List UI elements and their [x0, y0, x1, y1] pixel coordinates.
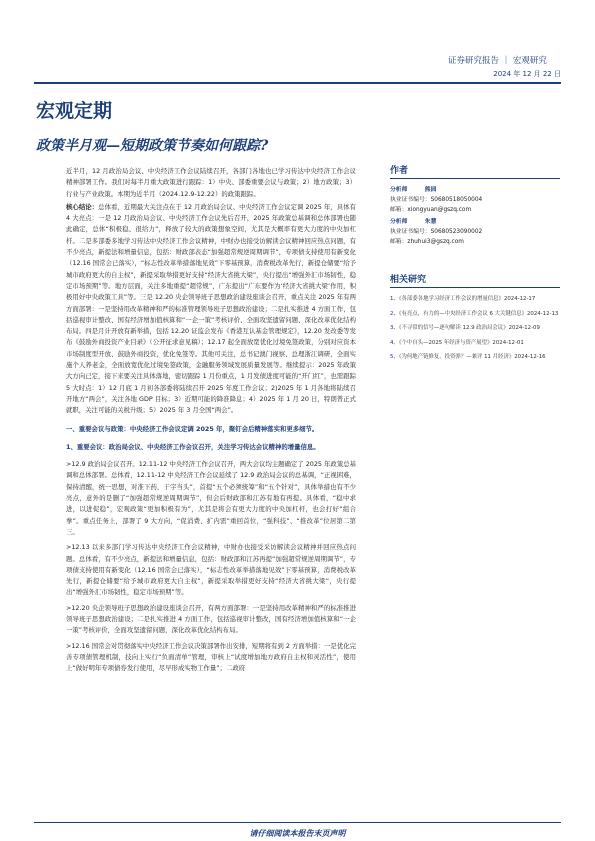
- related-research-panel: [390, 272, 560, 367]
- core-conclusion-text: 总体看，近期最大关注点在于 12 月政治局会议、中央经济工作会议定调 2025 年，具体有 4 大亮点：一是 12 月政治局会议、中央经济工作会议先后召开，2025 年政策总基调和总体部署也随此确定，总体“积极稳、很给力”，释放了较大的政策想象空间，尤其是大概率有更大力度的中央加杠杆。二是多部委多地学习传达中央经济工作会议精神，中财办也接受访解读会议精神回应热点问题，有不少亮点，新提法和增量信息，包括：财政部表态“加强超常规逆周期调节”，专项债支持使用有新变化（12.16 国常会已落实），“标志性改革举措落地见效”下零基预算，消费税改革先行，新提仓储要“给予城市政府更大的自主权”，新提采取举措更好支持“经济大省挑大梁”，央行提出“增强外汇市场韧性，稳定市场预期”等。地方层面，关注多地重提“超常规”，广东提出“广东要作为‘经济大省挑大梁’作用，积极用好中央政策工具”等。三是 12.20 央企领导班子思想政治建设座谈会召开，重点关注 2025 年有两方面部署：一是坚持用改革精神和严的标准管理领导班子思想政治建设；二是扎实推进 4 方面工作，包括巡视审计整改、国有经济增加值核算和“一企一策”考核评价、全面攻坚遗留问题、深化改革优化结构布局。四是月计开放有新举措，包括 12.20 证监会发布《香港互认基金管理规定》，12.20 发改委等发布《鼓励外商投资产业目录》（公开征求意见稿）；12.17 起全面放宽优化过境免签政策，分别对应资本市场制度型开放、鼓励外商投资，优化免签等。其他可关注，总书记澳门视察、总理浙江调研，全面实施个人养老金，全面放宽优化过境免签政策，金融服务领域发展质量发展等。继续提示：2025 年政策大方向已定，接下来要关注具体落地，密切跟踪 1 月份重点，1 月发债进度可能的“开门红”，也需跟踪 5 大时点：1）12 月底 1 月初各部委将陆续召开 2025 年度工作会议；2)2025 年 1 月各地将陆续召开地方“两会”，关注各地 GDP 目标；3）近期可能的降准降息；4）2025 年 1 月 20 日，特朗普正式就职，关注可能的关税升级；5）2025 年 3 月全国“两会”。: [66, 202, 356, 415]
- cert-number: S0680518050004: [430, 197, 483, 203]
- related-item[interactable]: [390, 309, 560, 320]
- core-conclusion: [66, 202, 356, 417]
- bullet-paragraph-3: >12.20 央企领导班子思想政治建设座谈会召开，有两方面部署：一是坚持用改革精神和严的标准推进领导班子思想政治建设；二是扎实推进 4 方面工作，包括巡视审计整改，国有经济增加值核算和“一企一策”考核评价，全面攻坚遗留问题，深化改革优化结构布局。: [66, 603, 356, 635]
- related-item[interactable]: [390, 323, 560, 334]
- related-item-title: 《有亮点，有力的—中央经济工作会议 6 大关键信息》2024-12-13: [398, 310, 559, 317]
- bullet-paragraph-1: >12.9 政治局会议召开。12.11-12 中央经济工作会议召开，两大会议均主题确定了 2025 年政策总基调和总体部署。总体看，12.11-12 中央经济工作会议延续了 12.9 政治局会议的总基调，“正视困难，保持清醒，统一思想，对准下药，干字当头”，首提“五个必须统筹”和“五个针对”，具体举措也有不少亮点，意外的是删了“加强超常规逆周期调节”，但会后财政部和江苏有地有再提。具体看，“稳中求进，以进促稳”，宏观政策“更加积极有为”，尤其是将会有更大力度的中央加杠杆，也会打好“组合拳”。重点任务上，部署了 9 大方向，“促消费、扩内需”重回首位，“强科技”、“推改革”位居第二第三。: [66, 460, 356, 536]
- page-title: 宏观定期: [36, 100, 113, 122]
- footer-disclaimer: 请仔细阅读本报告末页声明: [249, 829, 346, 838]
- authors-panel: [390, 163, 560, 247]
- author-card: [390, 185, 560, 215]
- author-email[interactable]: zhuhui3@gszq.com: [407, 239, 464, 245]
- related-item-title: 《不寻常的信号—逐句解读 12.9 政治局会议》2024-12-09: [398, 325, 540, 331]
- page-subtitle: 政策半月观—短期政策节奏如何跟踪?: [36, 138, 269, 154]
- related-item-number: 5、: [390, 354, 399, 360]
- related-item-number: 2、: [390, 310, 399, 317]
- bullet-paragraph-2: >12.13 以来多部门学习传达中央经济工作会议精神，中财办也接受采访解读会议精神并回应热点问题。总体看，有不少亮点，新提法和增量信息，包括：财政部和江苏再提“加强超常规逆周期调节”，专项债支持使用有新变化（12.16 国常会已落实），“标志性改革举措落地见效”下零基预算，消费税改革先行，新提仓储要“给予城市政府更大自主权”，新提采取举措更好支持“经济大省挑大梁”，央行提出“增强外汇市场韧性，稳定市场预期”等。: [66, 543, 356, 597]
- header-divider: [34, 82, 561, 84]
- report-date: 2024 年 12 月 22 日: [493, 70, 561, 78]
- related-item-number: 4、: [390, 339, 399, 346]
- author-name: 熊园: [424, 187, 437, 193]
- report-type: 证券研究报告 ｜ 宏观研究: [448, 56, 547, 66]
- footer-divider: [34, 822, 561, 823]
- related-list: [390, 294, 560, 363]
- intro-paragraph: 近半月，12 月政治局会议、中央经济工作会议陆续召开，各部门各地也已学习传达中央经济工作会议精神部署工作。我们对每半月重大政策进行跟踪：1）中央、部委重要会议与政策；2）地方政策；3）行业与产业政策。本期为近半月（2024.12.9-12.22）的政策跟踪。: [66, 167, 356, 198]
- related-item-title: 《为何地产链修复，投资弹？—兼评 11 月经济》2024-12-16: [398, 354, 546, 360]
- author-email[interactable]: xiongyuan@gszq.com: [407, 207, 472, 213]
- related-item-number: 1、: [390, 296, 399, 302]
- related-item-number: 3、: [390, 325, 399, 331]
- related-item-title: 《各部委各地学习经济工作会议的增量信息》2024-12-17: [398, 296, 536, 302]
- related-item[interactable]: [390, 352, 560, 363]
- author-card: [390, 217, 560, 247]
- subsection-1-heading: 1、重要会议：政治局会议、中央经济工作会议召开，关注学习传达会议精神的增量信息。: [66, 442, 320, 451]
- related-item-title: 《个中自头—2025 年经济与资产展望》2024-12-01: [398, 339, 524, 346]
- core-conclusion-label: 核心结论：: [66, 202, 99, 211]
- section-1-heading: 一、重要会议与政策：中央经济工作会议定调 2025 年，聚钉会后精神落实和更多细节。: [66, 424, 319, 433]
- email-label: 邮箱：: [390, 207, 408, 213]
- cert-number: S0680523090002: [430, 229, 483, 235]
- cert-label: 执业证书编号：: [390, 197, 431, 203]
- email-label: 邮箱：: [390, 239, 408, 245]
- cert-label: 执业证书编号：: [390, 229, 431, 235]
- related-item[interactable]: [390, 338, 560, 349]
- authors-heading: 作者: [390, 163, 560, 179]
- author-role: 分析师: [390, 219, 408, 225]
- author-name: 朱慧: [424, 219, 437, 225]
- related-heading: 相关研究: [390, 272, 560, 288]
- related-item[interactable]: [390, 294, 560, 305]
- author-role: 分析师: [390, 187, 408, 193]
- main-body: [66, 166, 356, 676]
- bullet-paragraph-4: >12.16 国常会对贯彻落实中央经济工作会议决策部署作出安排，短期将有到 2 方面举措：一是优化完善专项债管理机制，技向上实行“负面清单”管理，审核上“试度增加地方政府自主权和灵活性”，使用上“做好明年专项债券发行使用，尽早形成实物工作量”；二政府: [66, 641, 356, 673]
